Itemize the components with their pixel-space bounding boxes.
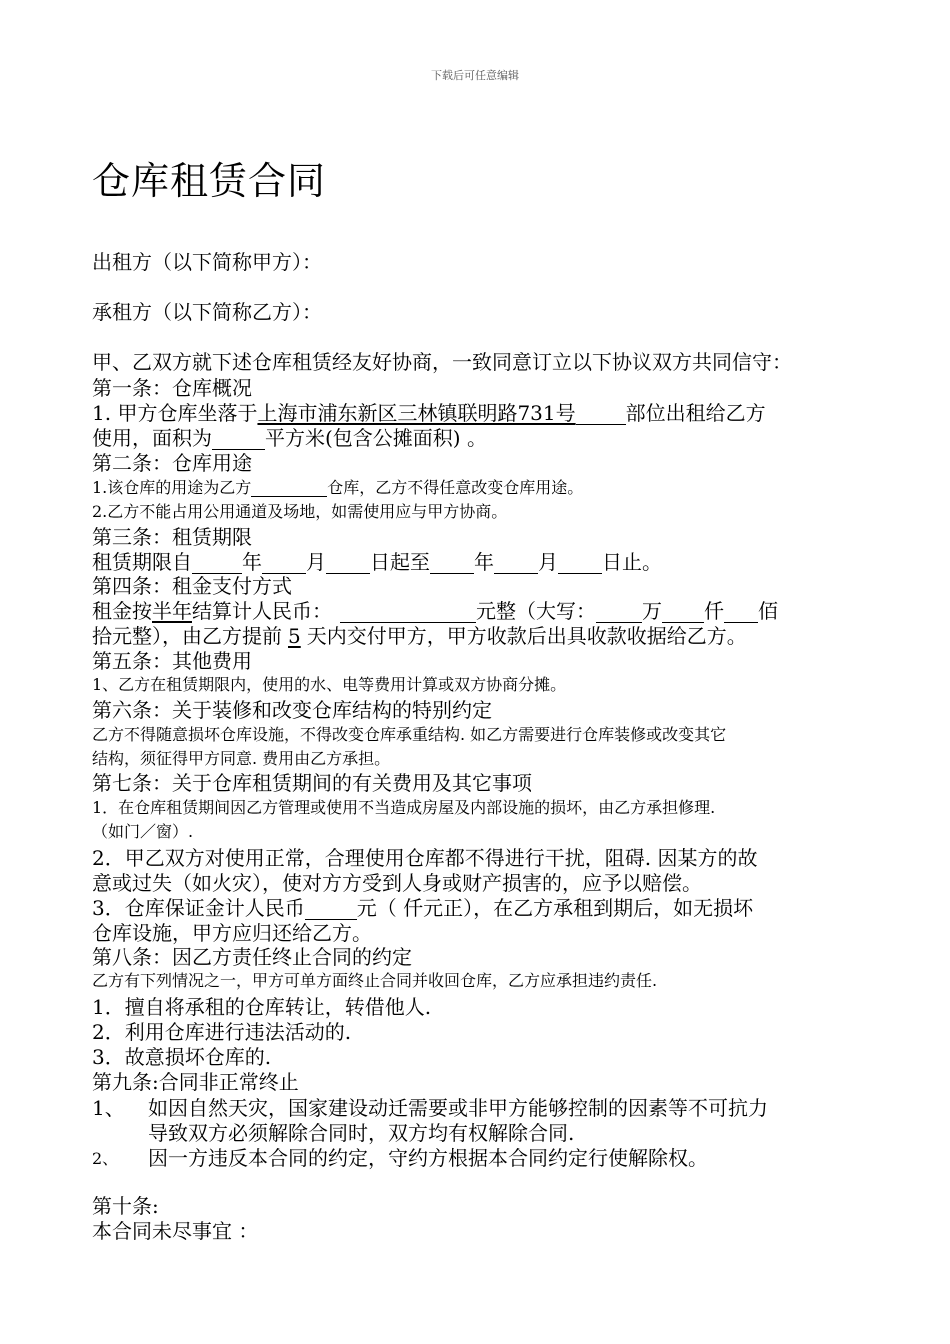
article-10-heading: 第十条:	[92, 1194, 159, 1218]
advance-days: 5	[288, 624, 301, 648]
deposit-blank	[305, 898, 357, 920]
article-8-heading: 第八条：因乙方责任终止合同的约定	[92, 945, 412, 969]
article-4-heading: 第四条：租金支付方式	[92, 574, 292, 598]
article-7-item-1-line-2: （如门／窗）.	[92, 822, 194, 841]
article-7-item-1-line-1: 1．在仓库租赁期间因乙方管理或使用不当造成房屋及内部设施的损坏，由乙方承担修理.	[92, 798, 716, 817]
article-10-line-1: 本合同未尽事宜 ：	[92, 1219, 259, 1243]
article-5-heading: 第五条：其他费用	[92, 649, 252, 673]
intro-line: 甲、乙双方就下述仓库租赁经友好协商，一致同意订立以下协议双方共同信守：	[92, 350, 792, 374]
article-5-item-1: 1、乙方在租赁期限内，使用的水、电等费用计算或双方协商分摊。	[92, 675, 567, 694]
article-8-item-1: 1．擅自将承租的仓库转让，转借他人.	[92, 995, 432, 1019]
article-3-heading: 第三条：租赁期限	[92, 525, 252, 549]
warehouse-address: 上海市浦东新区三林镇联明路731号	[257, 401, 576, 425]
article-9-item-1-line-2: 导致双方必须解除合同时，双方均有权解除合同.	[148, 1121, 575, 1145]
article-9-item-2: 因一方违反本合同的约定，守约方根据本合同约定行使解除权。	[148, 1146, 708, 1170]
header-note: 下载后可任意编辑	[431, 69, 519, 82]
article-8-item-2: 2．利用仓库进行违法活动的.	[92, 1020, 352, 1044]
article-7-heading: 第七条：关于仓库租赁期间的有关费用及其它事项	[92, 771, 532, 795]
usage-blank	[251, 480, 327, 498]
article-1-line-2: 使用，面积为 平方米(包含公摊面积) 。	[92, 426, 487, 450]
article-7-item-2-line-1: 2．甲乙双方对使用正常，合理使用仓库都不得进行干扰，阻碍. 因某方的故	[92, 846, 758, 870]
article-8-intro: 乙方有下列情况之一，甲方可单方面终止合同并收回仓库，乙方应承担违约责任.	[92, 971, 658, 990]
settlement-period: 半年	[152, 599, 192, 623]
article-9-item-1-number: 1、	[92, 1096, 125, 1120]
article-7-item-3-line-2: 仓库设施，甲方应归还给乙方。	[92, 921, 372, 945]
article-2-item-2: 2.乙方不能占用公用通道及场地，如需使用应与甲方协商。	[92, 502, 508, 521]
article-6-heading: 第六条：关于装修和改变仓库结构的特别约定	[92, 698, 492, 722]
article-6-line-2: 结构，须征得甲方同意. 费用由乙方承担。	[92, 749, 391, 768]
article-3-term-line: 租赁期限自 年 月 日起至 年 月 日止。	[92, 550, 662, 574]
article-9-item-2-number: 2、	[92, 1149, 119, 1168]
article-9-heading: 第九条:合同非正常终止	[92, 1070, 299, 1094]
lessee-line: 承租方（以下简称乙方）：	[92, 300, 322, 324]
article-2-item-1: 1.该仓库的用途为乙方 仓库，乙方不得任意改变仓库用途。	[92, 478, 584, 497]
lessor-line: 出租方（以下简称甲方）：	[92, 250, 322, 274]
article-2-heading: 第二条：仓库用途	[92, 451, 252, 475]
document-title: 仓库租赁合同	[92, 159, 327, 203]
article-6-line-1: 乙方不得随意损坏仓库设施，不得改变仓库承重结构. 如乙方需要进行仓库装修或改变其它	[92, 725, 727, 744]
blank	[576, 403, 626, 425]
article-4-line-2: 拾元整），由乙方提前 5 天内交付甲方，甲方收款后出具收款收据给乙方。	[92, 624, 747, 648]
area-blank	[212, 428, 265, 450]
article-8-item-3: 3．故意损坏仓库的.	[92, 1045, 272, 1069]
article-4-line-1: 租金按半年结算计人民币： 元整（大写： 万 仟 佰	[92, 599, 778, 623]
article-9-item-1-line-1: 如因自然天灾，国家建设动迁需要或非甲方能够控制的因素等不可抗力	[148, 1096, 768, 1120]
article-7-item-3-line-1: 3．仓库保证金计人民币 元（ 仟元正），在乙方承租到期后，如无损坏	[92, 896, 754, 920]
article-1-heading: 第一条：仓库概况	[92, 376, 252, 400]
article-7-item-2-line-2: 意或过失（如火灾），使对方方受到人身或财产损害的，应予以赔偿。	[92, 871, 702, 895]
article-1-line-1: 1. 甲方仓库坐落于上海市浦东新区三林镇联明路731号 部位出租给乙方	[92, 401, 766, 425]
